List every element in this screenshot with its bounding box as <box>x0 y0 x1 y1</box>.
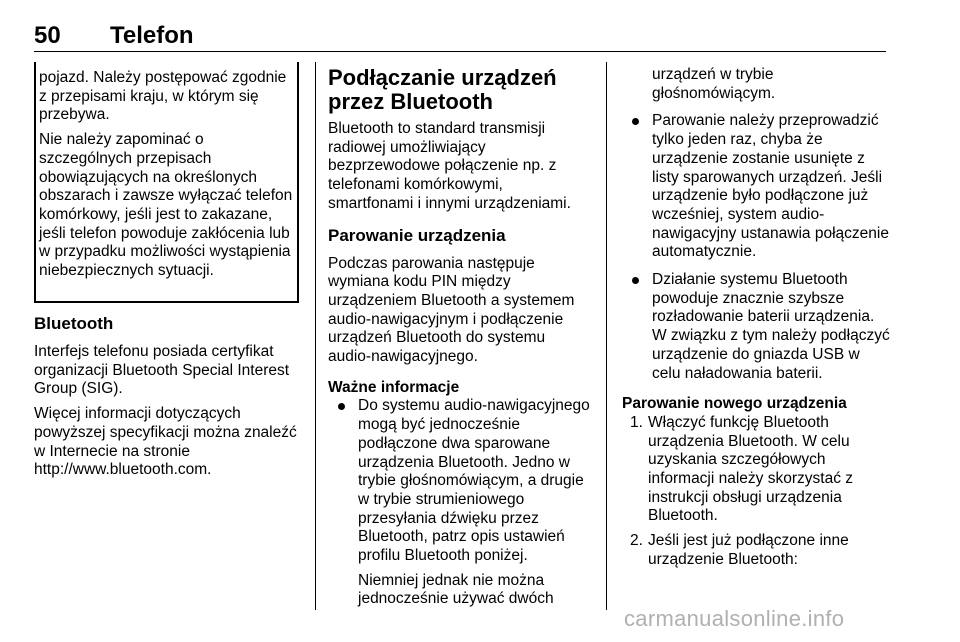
column-1-body <box>34 314 302 480</box>
step-text: Włączyć funkcję Bluetooth urządzenia Bluetooth. W celu uzyskania szczegółowych informacji należy skorzystać z instrukcji obsługi urządzenia Bluetooth. <box>648 413 854 525</box>
bullet-icon <box>632 277 639 284</box>
page-number: 50 <box>34 22 61 49</box>
page-header <box>34 22 886 50</box>
warning-text-1: pojazd. Należy postępować zgodnie z przepisami kraju, w którym się przebywa. <box>39 69 287 124</box>
column-divider-1 <box>315 62 316 610</box>
step-number: 1. <box>630 413 643 431</box>
bullet-icon <box>338 403 345 410</box>
bullet-text: Działanie systemu Bluetooth powoduje znacznie szybsze rozładowanie baterii urządzenia. W związku z tym należy podłączyć urządzenie do gniazda USB w celu naładowania baterii. <box>652 271 890 382</box>
bluetooth-heading: Bluetooth <box>34 314 114 333</box>
intro-text: Bluetooth to standard transmisji radiowej umożliwiający bezprzewodowe połączenie np. z telefonami komórkowymi, smartfonami i innymi urządzeniami. <box>328 120 571 212</box>
bluetooth-para-2: Więcej informacji dotyczących powyższej specyfikacji można znaleźć w Internecie na stronie http://www.bluetooth.com. <box>34 405 297 479</box>
list-item <box>328 397 590 609</box>
column-divider-2 <box>606 62 607 610</box>
section-title: Podłączanie urządzeń przez Bluetooth <box>328 65 557 114</box>
warning-box <box>34 62 299 303</box>
step-number: 2. <box>630 532 643 550</box>
warning-text-2: Nie należy zapominać o szczególnych przepisach obowiązujących na określonych obszarach i zawsze wyłączać telefon komórkowy, jeśli jest to zakazane, jeśli telefon powoduje zakłócenia lub w przypadku możliwości wystąpienia niebezpiecznych sytuacji. <box>39 131 293 280</box>
numbered-step <box>622 414 890 526</box>
bullet-text-continued: Niemniej jednak nie można jednocześnie używać dwóch <box>358 571 554 608</box>
bullet-text-end: urządzeń w trybie głośnomówiącym. <box>652 66 776 102</box>
watermark: carmanualsonline.info <box>624 606 845 631</box>
list-item <box>622 66 890 103</box>
pairing-text: Podczas parowania następuje wymiana kodu PIN między urządzeniem Bluetooth a systemem audio-nawigacyjnym i podłączenie urządzeń Bluetooth do systemu audio-nawigacyjnego. <box>328 254 575 366</box>
page-title: Telefon <box>110 22 194 49</box>
step-text: Jeśli jest już podłączone inne urządzenie Bluetooth: <box>648 532 849 568</box>
important-heading: Ważne informacje <box>328 378 460 396</box>
numbered-step <box>622 532 890 569</box>
bullet-text: Parowanie należy przeprowadzić tylko jeden raz, chyba że urządzenie zostanie usunięte z listy sparowanych urządzeń. Jeśli urządzenie było podłączone już wcześniej, system audio-nawigacyjny ustanawia połączenie automatycznie. <box>652 112 889 261</box>
new-device-heading: Parowanie nowego urządzenia <box>622 395 847 413</box>
list-item <box>622 271 890 383</box>
column-3-body <box>622 66 890 570</box>
header-divider <box>34 51 886 52</box>
column-2-body <box>328 66 590 609</box>
bullet-text: Do systemu audio-nawigacyjnego mogą być jednocześnie podłączone dwa sparowane urządzenia Bluetooth. Jedno w trybie głośnomówiącym, a drugie w trybie strumieniowego przesyłania dźwięku przez Bluetooth, patrz opis ustawień profilu Bluetooth poniżej. <box>358 397 590 565</box>
bluetooth-para-1: Interfejs telefonu posiada certyfikat organizacji Bluetooth Special Interest Group (SIG). <box>34 343 290 398</box>
pairing-heading: Parowanie urządzenia <box>328 225 506 245</box>
bullet-icon <box>632 118 639 125</box>
list-item <box>622 112 890 262</box>
